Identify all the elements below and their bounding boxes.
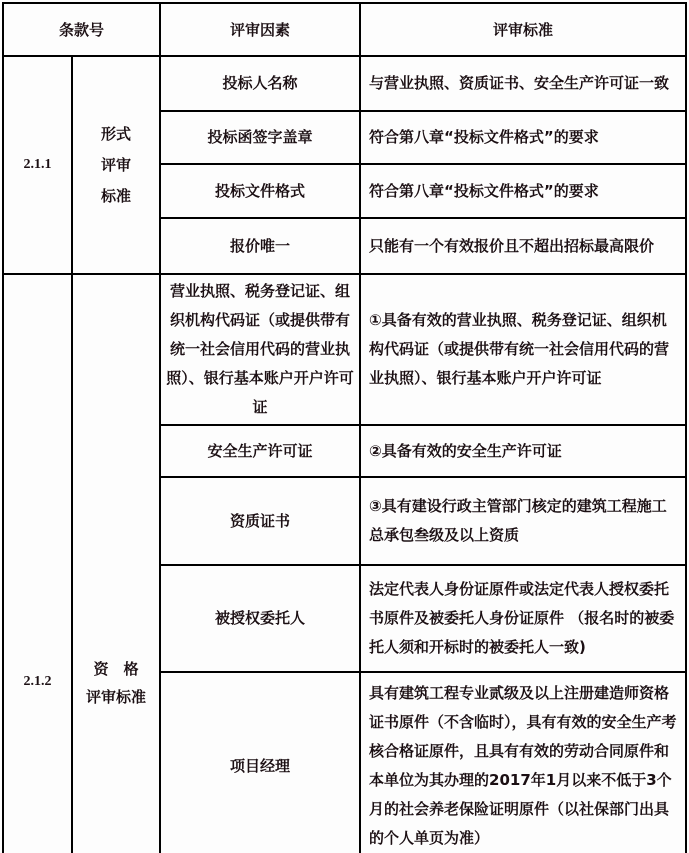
header-review-standard: 评审标准 (360, 3, 686, 56)
factor-qualification-certificate: 资质证书 (160, 477, 360, 565)
factor-project-manager: 项目经理 (160, 672, 360, 853)
review-criteria-table (2, 2, 687, 853)
header-row (3, 3, 686, 56)
clause-number-2-1-1: 2.1.1 (3, 56, 72, 274)
factor-authorized-agent: 被授权委托人 (160, 565, 360, 672)
group-label-formal-review (72, 56, 160, 274)
standard-bidder-name: 与营业执照、资质证书、安全生产许可证一致 (360, 56, 686, 111)
group-label-qualification-review (72, 274, 160, 853)
standard-project-manager: 具有建筑工程专业贰级及以上注册建造师资格证书原件（不含临时），具有有效的安全生产考核合格证原件，且具有有效的劳动合同原件和本单位为其办理的2017年1月以来不低于3个月的社会养老保险证明原件（以社保部门出具的个人单页为准） (360, 672, 686, 853)
standard-authorized-agent: 法定代表人身份证原件或法定代表人授权委托书原件及被委托人身份证原件 （报名时的被委托人须和开标时的被委托人一致) (360, 565, 686, 672)
standard-business-license: ①具备有效的营业执照、税务登记证、组织机构代码证（或提供带有统一社会信用代码的营业执照）、银行基本账户开户许可证 (360, 274, 686, 425)
group-label-line: 标准 (101, 186, 132, 205)
group-label-line: 形式 (101, 124, 132, 143)
table-row-business-license (3, 274, 686, 425)
factor-bid-document-format: 投标文件格式 (160, 164, 360, 218)
table-row-bidder-name (3, 56, 686, 111)
header-clause-number: 条款号 (3, 3, 160, 56)
factor-bid-letter-signature: 投标函签字盖章 (160, 111, 360, 164)
factor-business-license: 营业执照、税务登记证、组织机构代码证（或提供带有统一社会信用代码的营业执照）、银行基本账户开户许可证 (160, 274, 360, 425)
standard-qualification-certificate: ③具有建设行政主管部门核定的建筑工程施工总承包叁级及以上资质 (360, 477, 686, 565)
group-label-line: 评审 (101, 155, 132, 174)
group-label-line: 评审标准 (86, 688, 147, 706)
header-review-factor: 评审因素 (160, 3, 360, 56)
group-label-line: 资 格 (93, 660, 139, 678)
standard-bid-document-format: 符合第八章“投标文件格式”的要求 (360, 164, 686, 218)
standard-unique-quotation: 只能有一个有效报价且不超出招标最高限价 (360, 218, 686, 274)
factor-unique-quotation: 报价唯一 (160, 218, 360, 274)
standard-safety-production-license: ②具备有效的安全生产许可证 (360, 425, 686, 477)
factor-safety-production-license: 安全生产许可证 (160, 425, 360, 477)
clause-number-2-1-2: 2.1.2 (3, 274, 72, 853)
standard-bid-letter-signature: 符合第八章“投标文件格式”的要求 (360, 111, 686, 164)
factor-bidder-name: 投标人名称 (160, 56, 360, 111)
